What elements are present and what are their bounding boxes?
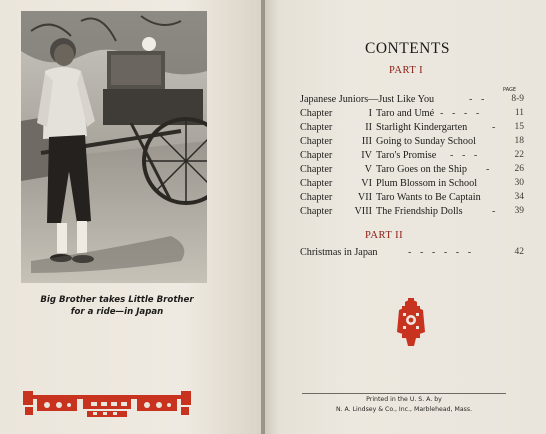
toc-entry-title: Going to Sunday School [376, 136, 476, 147]
left-page [0, 0, 263, 434]
toc-entry-chapter-label: Chapter [300, 136, 333, 147]
toc-entry-title: The Friendship Dolls [376, 206, 463, 217]
leader-dots: - - - - [440, 108, 483, 119]
toc-entry-title: Japanese Juniors—Just Like You [300, 94, 435, 105]
toc-entry-numeral: VII [357, 192, 372, 203]
toc-entry-page: 22 [514, 150, 524, 160]
toc-entry-page: 34 [514, 192, 524, 202]
toc-entry[interactable] [300, 136, 524, 150]
part-1-heading: PART I [389, 65, 424, 76]
toc-entry-title: Christmas in Japan [300, 247, 378, 258]
part-2-heading: PART II [365, 230, 404, 241]
footer-rule [302, 393, 506, 394]
photo-caption-line-1: Big Brother takes Little Brother [40, 295, 194, 305]
leader-dots: - - - [450, 150, 481, 161]
red-lantern-icon [395, 298, 427, 348]
toc-entry-title: Starlight Kindergarten [376, 122, 468, 133]
printer-credit-line-1: Printed in the U. S. A. by [366, 396, 442, 403]
toc-entry-numeral: III [361, 136, 372, 147]
toc-entry-numeral: VIII [354, 206, 372, 217]
toc-entry-title: Taro's Promise [376, 150, 437, 161]
toc-entry-chapter-label: Chapter [300, 178, 333, 189]
toc-entry-chapter-label: Chapter [300, 164, 333, 175]
toc-entry-title: Taro and Umé [376, 108, 435, 119]
leader-dots: - [492, 122, 499, 133]
printer-credit-line-2: N. A. Lindsey & Co., Inc., Marblehead, Mass. [335, 406, 473, 413]
contents-heading: CONTENTS [365, 40, 450, 57]
red-decorative-border-ornament [23, 391, 191, 419]
photo-caption-line-2: for a ride—in Japan [70, 307, 164, 317]
leader-dots: - [492, 206, 499, 217]
toc-entry-title: Taro Goes on the Ship [376, 164, 467, 175]
leader-dots: - [486, 164, 493, 175]
toc-entry-page: 42 [514, 247, 524, 257]
toc-entry-chapter-label: Chapter [300, 192, 333, 203]
toc-entry-page: 18 [514, 136, 524, 146]
toc-entry[interactable] [300, 150, 524, 164]
toc-entry-title: Taro Wants to Be Captain [376, 192, 481, 203]
toc-entry[interactable] [300, 206, 524, 220]
toc-entry-title: Plum Blossom in School [376, 178, 478, 189]
toc-entry[interactable] [300, 164, 524, 178]
toc-entry[interactable] [300, 247, 524, 261]
toc-entry[interactable] [300, 94, 524, 108]
toc-entry-numeral: VI [361, 178, 372, 189]
toc-entry[interactable] [300, 122, 524, 136]
toc-entry-page: 39 [514, 206, 524, 216]
toc-entry-numeral: I [368, 108, 372, 119]
toc-entry-page: 15 [514, 122, 524, 132]
toc-entry[interactable] [300, 192, 524, 206]
toc-entry-page: 8-9 [511, 94, 524, 104]
toc-entry-page: 26 [514, 164, 524, 174]
leader-dots: - - [469, 94, 488, 105]
page-column-label: PAGE [503, 87, 517, 93]
toc-entry[interactable] [300, 108, 524, 122]
toc-entry-numeral: II [365, 122, 372, 133]
toc-entry-chapter-label: Chapter [300, 122, 333, 133]
toc-entry-page: 11 [514, 108, 524, 118]
photograph-boy-pulling-cart [21, 11, 207, 283]
toc-entry-numeral: V [364, 164, 372, 175]
toc-entry[interactable] [300, 178, 524, 192]
leader-dots: - - - - - - [408, 247, 475, 258]
toc-entry-page: 30 [514, 178, 524, 188]
toc-entry-chapter-label: Chapter [300, 206, 333, 217]
toc-entry-numeral: IV [361, 150, 372, 161]
toc-entry-chapter-label: Chapter [300, 108, 333, 119]
toc-entry-chapter-label: Chapter [300, 150, 333, 161]
